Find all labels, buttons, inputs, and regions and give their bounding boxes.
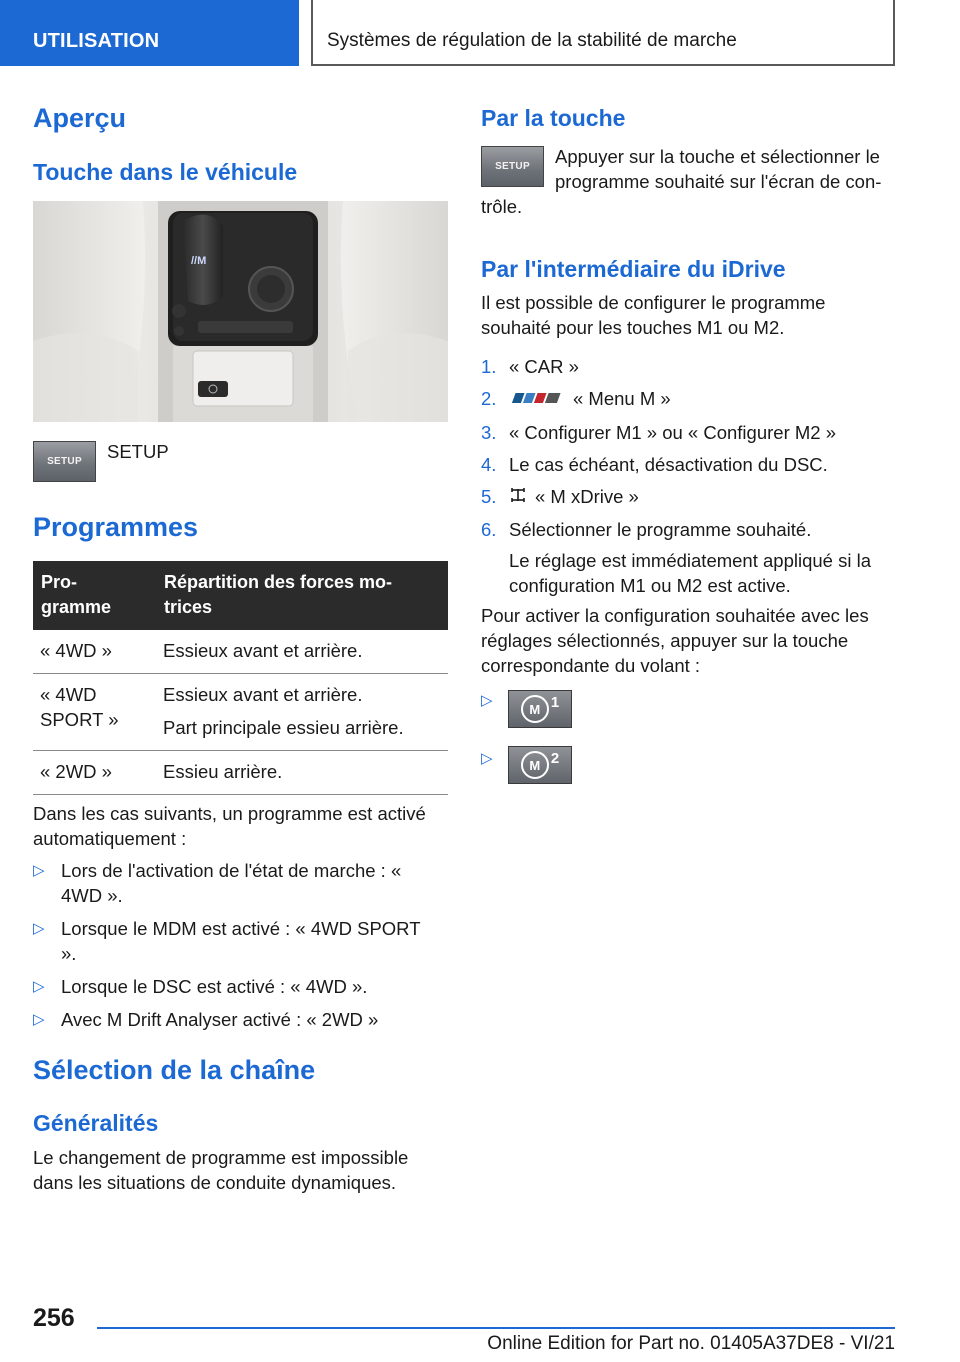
section-title: UTILISATION: [33, 30, 160, 52]
list-item: 4. Le cas échéant, désactivation du DSC.: [481, 453, 828, 475]
chapter-title: Systèmes de régulation de la stabilité de marche: [327, 30, 737, 51]
auto-activation-intro: Dans les cas suivants, un programme est activé automatiquement :: [33, 803, 426, 849]
table-cell-distribution: Essieu arrière.: [156, 751, 448, 795]
footer-divider: [97, 1327, 895, 1329]
triangle-bullet-icon: ▷: [481, 750, 493, 767]
chain-selection-heading: Sélection de la chaîne: [33, 1055, 316, 1085]
table-cell-program: « 4WD »: [33, 630, 156, 674]
table-row: [33, 630, 448, 674]
page-number: 256: [33, 1304, 75, 1332]
table-header-program: Pro- gramme: [33, 561, 156, 630]
list-item: 6. Sélectionner le programme souhaité. Le réglage est immédiatement appliqué si la configuration M1 ou M2 est active.: [481, 517, 896, 598]
list-item: ▷ Lors de l'activation de l'état de marche : « 4WD ».: [33, 860, 402, 906]
triangle-bullet-icon: ▷: [33, 1011, 45, 1028]
m-menu-logo-icon: [509, 388, 565, 413]
m1-button-image: M 1: [508, 690, 572, 728]
table-row: [33, 674, 448, 751]
list-item: ▷ Lorsque le DSC est activé : « 4WD ».: [33, 976, 368, 997]
table-header-distribution: Répartition des forces mo- trices: [156, 561, 448, 630]
triangle-bullet-icon: ▷: [481, 692, 493, 709]
table-cell-note: Part principale essieu arrière.: [163, 717, 404, 738]
button-in-vehicle-heading: Touche dans le véhicule: [33, 159, 298, 185]
section-tab: [0, 0, 299, 66]
chapter-header: [311, 0, 895, 66]
triangle-bullet-icon: ▷: [33, 978, 45, 995]
list-item: ▷ Avec M Drift Analyser activé : « 2WD »: [33, 1009, 379, 1030]
list-item: ▷ Lorsque le MDM est activé : « 4WD SPORT ».: [33, 918, 421, 964]
setup-label: SETUP: [107, 441, 169, 462]
step-sub-text: Le réglage est immédiatement appliqué si la configuration M1 ou M2 est active.: [509, 550, 871, 597]
by-button-text-line2: programme souhaité sur l'écran de con-: [555, 171, 882, 192]
programs-table: [33, 561, 448, 795]
general-text: Le changement de programme est impossible dans les situations de conduite dynamiques.: [33, 1147, 409, 1193]
svg-text://M: //M: [191, 255, 207, 267]
idrive-heading: Par l'intermédiaire du iDrive: [481, 256, 786, 282]
activate-text: Pour activer la configuration souhaitée avec les réglages sélectionnés, appuyer sur la touche correspondante du volant :: [481, 605, 869, 676]
general-heading: Généralités: [33, 1110, 159, 1136]
triangle-bullet-icon: ▷: [33, 862, 45, 879]
xdrive-chassis-icon: [509, 485, 527, 510]
idrive-intro: Il est possible de configurer le programme souhaité pour les touches M1 ou M2.: [481, 292, 826, 338]
edition-info: Online Edition for Part no. 01405A37DE8 - VI/21: [487, 1333, 895, 1354]
triangle-bullet-icon: ▷: [33, 920, 45, 937]
overview-heading: Aperçu: [33, 103, 127, 133]
list-item: 2. « Menu M »: [481, 386, 896, 413]
setup-button-image: SETUP: [481, 146, 544, 187]
by-button-text-line1: Appuyer sur la touche et sélectionner le: [555, 146, 880, 167]
list-item: 3. « Configurer M1 » ou « Configurer M2 »: [481, 421, 837, 443]
table-row: [33, 751, 448, 795]
by-button-text-line3: trôle.: [481, 196, 523, 217]
list-item: 5. « M xDrive »: [481, 484, 896, 511]
setup-button-image: SETUP: [33, 441, 96, 482]
table-cell-distribution: Essieux avant et arrière.: [156, 630, 448, 674]
table-cell-program: « 2WD »: [33, 751, 156, 795]
idrive-steps-list: [481, 354, 896, 605]
m2-button-image: M 2: [508, 746, 572, 784]
list-item: 1. « CAR »: [481, 356, 579, 377]
center-console-photo: [33, 201, 448, 422]
auto-activation-list: [33, 858, 433, 1040]
table-cell-distribution: Essieux avant et arrière. Part principale essieu arrière.: [156, 674, 448, 751]
programs-heading: Programmes: [33, 512, 199, 542]
by-button-heading: Par la touche: [481, 105, 626, 131]
table-cell-program: « 4WD SPORT »: [33, 674, 156, 751]
table-header-row: [33, 561, 448, 630]
